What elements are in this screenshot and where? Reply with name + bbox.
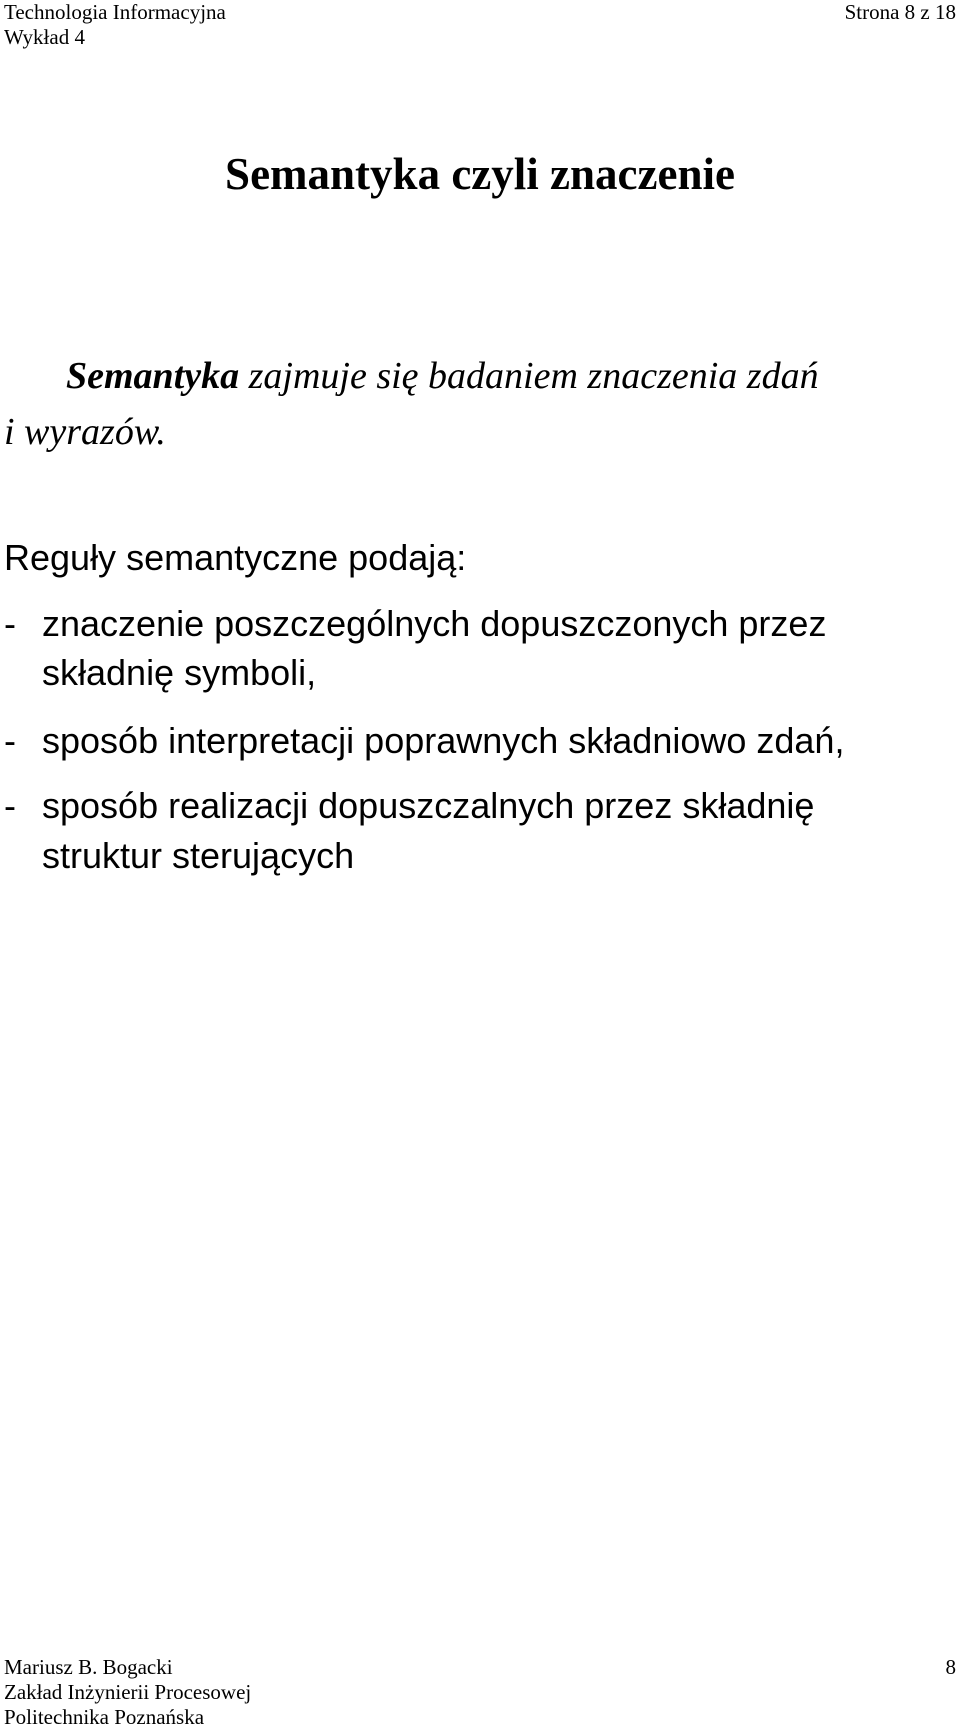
rule-item-3-line-2: struktur sterujących <box>42 835 355 876</box>
intro-line-1 <box>66 354 819 398</box>
intro-term: Semantyka <box>66 355 240 397</box>
rules-heading: Reguły semantyczne podają: <box>4 537 467 578</box>
rule-item-2-line-1: sposób interpretacji poprawnych składniowo zdań, <box>42 720 845 761</box>
page-title: Semantyka czyli znaczenie <box>225 149 735 199</box>
bullet-dash-2: - <box>4 720 16 761</box>
header-page-label: Strona 8 z 18 <box>844 0 956 24</box>
footer-university: Politechnika Poznańska <box>4 1705 205 1729</box>
bullet-dash-1: - <box>4 603 16 644</box>
bullet-dash-3: - <box>4 785 16 826</box>
intro-line-2: i wyrazów. <box>4 411 166 453</box>
footer-department: Zakład Inżynierii Procesowej <box>4 1680 252 1704</box>
footer-page-number: 8 <box>945 1655 956 1679</box>
rule-item-3-line-1: sposób realizacji dopuszczalnych przez składnię <box>42 785 815 826</box>
footer-author: Mariusz B. Bogacki <box>4 1655 173 1679</box>
header-lecture: Wykład 4 <box>4 25 85 49</box>
intro-line-1-rest: zajmuje się badaniem znaczenia zdań <box>239 355 819 397</box>
header-course-title: Technologia Informacyjna <box>4 0 226 24</box>
rule-item-1-line-2: składnię symboli, <box>42 652 317 693</box>
rule-item-1-line-1: znaczenie poszczególnych dopuszczonych przez <box>42 603 827 644</box>
